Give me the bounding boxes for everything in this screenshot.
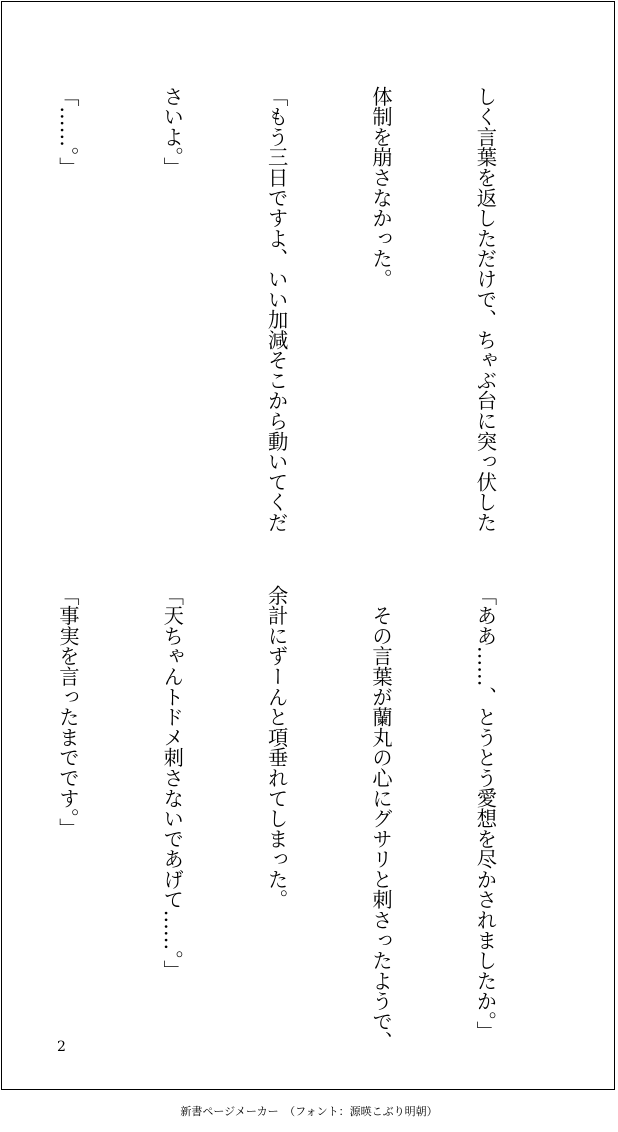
text-line: 「ああ……、とうとう愛想を尽かされましたか。」	[473, 585, 498, 1042]
text-line: 「……。」	[55, 86, 80, 178]
footer-caption: 新書ページメーカー （フォント：源暎こぶり明朝）	[180, 1105, 438, 1118]
lower-text-block	[52, 585, 572, 1052]
page-number: 2	[57, 1039, 66, 1055]
text-line: 体制を崩さなかった。	[369, 86, 394, 289]
text-line: しく言葉を返しただけで、ちゃぶ台に突っ伏した	[473, 86, 498, 533]
text-line: その言葉が蘭丸の心にグサリと刺さったようで、	[369, 585, 394, 1052]
page-frame	[1, 1, 615, 1090]
text-line: 「事実を言ったまでです。」	[55, 585, 80, 839]
text-line: 余計にずーんと項垂れてしまった。	[264, 585, 289, 910]
text-line: 「天ちゃんトドメ刺さないであげて……。」	[160, 585, 185, 981]
upper-text-block	[52, 86, 572, 533]
text-line: さいよ。」	[160, 86, 185, 178]
text-line: 「もう三日ですよ、いい加減そこから動いてくだ	[264, 86, 289, 533]
